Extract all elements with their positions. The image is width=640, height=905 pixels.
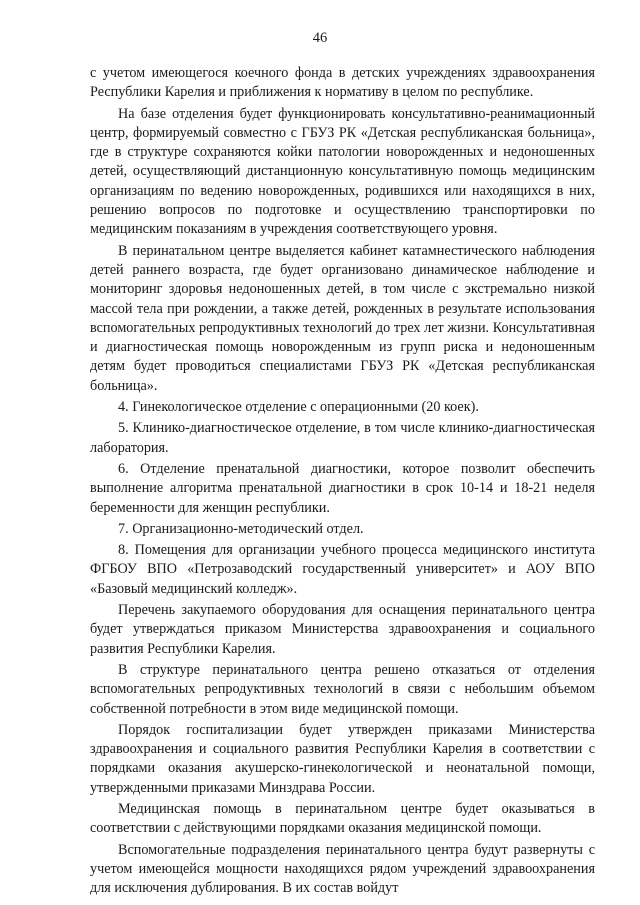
paragraph-auxiliary-units: Вспомогательные подразделения перинатального центра будут развернуты с учетом имеющейся мощности находящихся рядом учреждений здравоохранения для исключения дублирования. В их состав войдут	[90, 841, 595, 897]
list-item-6: 6. Отделение пренатальной диагностики, которое позволит обеспечить выполнение алгоритма пренатальной диагностики в срок 10-14 и 18-21 неделя беременности для женщин республики.	[90, 460, 595, 516]
list-item-4: 4. Гинекологическое отделение с операционными (20 коек).	[118, 399, 479, 416]
list-item-5: 5. Клинико-диагностическое отделение, в том числе клинико-диагностическая лаборатория.	[90, 420, 595, 456]
document-body	[90, 64, 595, 900]
paragraph-continued: с учетом имеющегося коечного фонда в детских учреждениях здравоохранения Республики Карелия и приближения к нормативу в целом по республике.	[90, 65, 595, 101]
paragraph-equipment: Перечень закупаемого оборудования для оснащения перинатального центра будет утверждаться приказом Министерства здравоохранения и социального развития Республики Карелия.	[90, 602, 595, 657]
paragraph-art-department: В структуре перинатального центра решено отказаться от отделения вспомогательных репродуктивных технологий в связи с небольшим объемом собственной потребности в этом виде медицинской помощи.	[90, 661, 595, 717]
list-item-7: 7. Организационно-методический отдел.	[118, 520, 364, 537]
paragraph-hospitalization: Порядок госпитализации будет утвержден приказами Министерства здравоохранения и социального развития Республики Карелия в соответствии с порядками оказания акушерско-гинекологической и неонатальной помощи, утвержденными приказами Минздрава России.	[90, 721, 595, 796]
paragraph-medical-care: Медицинская помощь в перинатальном центре будет оказываться в соответствии с действующими порядками оказания медицинской помощи.	[90, 800, 595, 837]
paragraph-catamnesis-office: В перинатальном центре выделяется кабинет катамнестического наблюдения детей раннего возраста, где будет организовано динамическое наблюдение и мониторинг здоровья недоношенных детей, в том числе с экстремально низкой массой тела при рождении, а также детей, рожденных в результате использования вспомогательных репродуктивных технологий до трех лет жизни. Консультативная и диагностическая помощь новорожденным из групп риска и недоношенным детям будет проводиться специалистами ГБУЗ РК «Детская республиканская больница».	[90, 242, 595, 394]
page-number: 46	[312, 30, 328, 46]
list-item-8: 8. Помещения для организации учебного процесса медицинского института ФГБОУ ВПО «Петрозаводский государственный университет» и АОУ ВПО «Базовый медицинский колледж».	[90, 542, 595, 597]
paragraph-consultative-center: На базе отделения будет функционировать консультативно-реанимационный центр, формируемый совместно с ГБУЗ РК «Детская республиканская больница», где в структуре сохраняются койки патологии новорожденных и недоношенных детей, осуществляющий дистанционную консультативную помощь медицинским организациям по ведению новорожденных, родившихся или находящихся в них, решению вопросов по подготовке и осуществлению транспортировки по медицинским показаниям в учреждения соответствующего уровня.	[90, 105, 595, 238]
